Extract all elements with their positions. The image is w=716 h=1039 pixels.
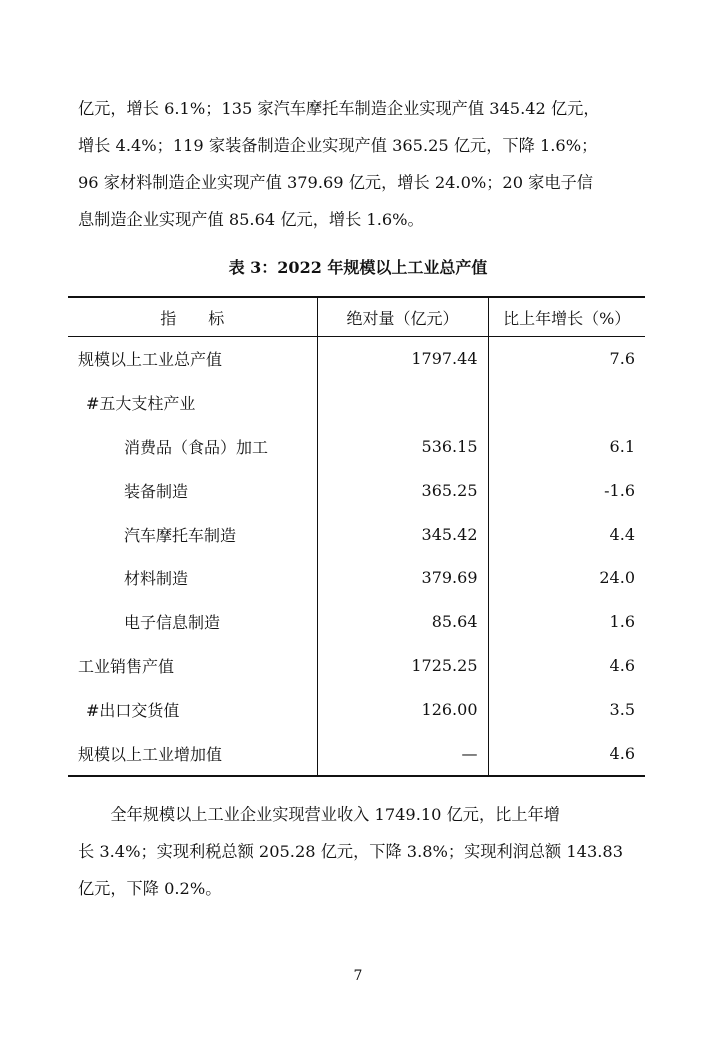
header-absolute: 绝对量（亿元） <box>317 297 488 337</box>
row-growth: 24.0 <box>599 568 635 588</box>
row-growth: 7.6 <box>609 349 635 369</box>
row-growth: 1.6 <box>609 612 635 632</box>
row-value: — <box>317 731 488 776</box>
row-label: #出口交货值 <box>68 687 317 731</box>
intro-paragraph <box>78 90 638 238</box>
table-row <box>68 556 645 600</box>
row-growth: 4.6 <box>609 743 635 763</box>
table-header-row <box>68 297 645 337</box>
intro-line: 增长 4.4%；119 家装备制造企业实现产值 365.25 亿元，下降 1.6%； <box>78 136 598 155</box>
table-row <box>68 731 645 776</box>
row-growth: 4.6 <box>609 655 635 675</box>
table-row <box>68 600 645 644</box>
closing-line: 亿元，下降 0.2%。 <box>78 879 222 898</box>
row-growth: -1.6 <box>604 480 635 500</box>
closing-line: 长 3.4%；实现利税总额 205.28 亿元，下降 3.8%；实现利润总额 143.83 <box>78 842 624 861</box>
closing-line: 全年规模以上工业企业实现营业收入 1749.10 亿元，比上年增 <box>78 805 560 824</box>
row-label: 规模以上工业总产值 <box>68 337 317 381</box>
table-row <box>68 687 645 731</box>
table-row <box>68 337 645 381</box>
table-caption: 表 3：2022 年规模以上工业总产值 <box>228 258 488 277</box>
row-growth: 4.4 <box>609 524 635 544</box>
row-label: 规模以上工业增加值 <box>68 731 317 776</box>
intro-line: 息制造企业实现产值 85.64 亿元，增长 1.6%。 <box>78 210 424 229</box>
row-growth: 3.5 <box>609 699 635 719</box>
header-indicator: 指 标 <box>68 297 317 337</box>
closing-paragraph <box>78 796 638 907</box>
table-row <box>68 468 645 512</box>
row-value: 345.42 <box>317 512 488 556</box>
row-label: 电子信息制造 <box>68 600 317 644</box>
table-row <box>68 425 645 469</box>
row-value: 536.15 <box>317 425 488 469</box>
row-label: 工业销售产值 <box>68 644 317 688</box>
row-value: 365.25 <box>317 468 488 512</box>
row-label: #五大支柱产业 <box>68 381 317 425</box>
row-value: 379.69 <box>317 556 488 600</box>
row-value: 126.00 <box>317 687 488 731</box>
row-label: 材料制造 <box>68 556 317 600</box>
industrial-output-table <box>68 296 645 777</box>
row-value: 1725.25 <box>317 644 488 688</box>
row-growth: 6.1 <box>609 436 635 456</box>
row-label: 装备制造 <box>68 468 317 512</box>
table-row <box>68 512 645 556</box>
row-value: 1797.44 <box>317 337 488 381</box>
row-label: 汽车摩托车制造 <box>68 512 317 556</box>
row-value <box>317 381 488 425</box>
header-growth: 比上年增长（%） <box>488 297 645 337</box>
page-number: 7 <box>353 968 363 984</box>
table-row <box>68 644 645 688</box>
intro-line: 亿元，增长 6.1%；135 家汽车摩托车制造企业实现产值 345.42 亿元， <box>78 99 600 118</box>
row-growth <box>488 381 645 425</box>
row-label: 消费品（食品）加工 <box>68 425 317 469</box>
table-row <box>68 381 645 425</box>
intro-line: 96 家材料制造企业实现产值 379.69 亿元，增长 24.0%；20 家电子信 <box>78 173 593 192</box>
row-value: 85.64 <box>317 600 488 644</box>
